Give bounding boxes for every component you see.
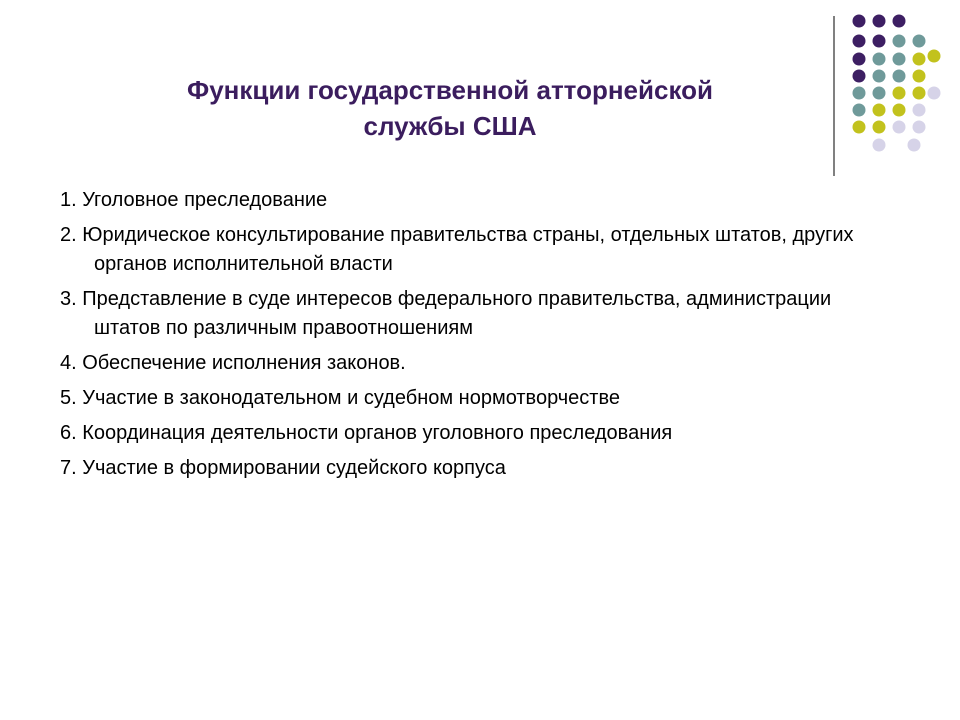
dot-grid-icon xyxy=(848,12,948,162)
decor-dot xyxy=(853,104,866,117)
decor-dot xyxy=(893,104,906,117)
decor-dot xyxy=(893,35,906,48)
list-item: 7. Участие в формировании судейского корпуса xyxy=(60,457,506,479)
decor-dot xyxy=(928,50,941,63)
list-item: 3. Представление в суде интересов федерального правительства, администрации штатов по различным правоотношениям xyxy=(60,288,832,339)
decor-dot xyxy=(908,139,921,152)
functions-list xyxy=(60,186,860,489)
decor-dot xyxy=(873,121,886,134)
list-item: 4. Обеспечение исполнения законов. xyxy=(60,352,406,374)
decor-dot xyxy=(893,53,906,66)
slide-title-line-1: Функции государственной атторнейской xyxy=(187,75,713,105)
decor-dot xyxy=(913,53,926,66)
list-item: 2. Юридическое консультирование правительства страны, отдельных штатов, других органов исполнительной власти xyxy=(60,224,854,275)
decor-dot xyxy=(913,70,926,83)
decor-dot xyxy=(853,70,866,83)
decor-dot xyxy=(928,87,941,100)
slide-title-line-2: службы США xyxy=(363,111,537,141)
decor-dot xyxy=(913,104,926,117)
decor-dot xyxy=(893,15,906,28)
list-item: 6. Координация деятельности органов уголовного преследования xyxy=(60,422,673,444)
decor-dot xyxy=(893,87,906,100)
decor-dot xyxy=(873,70,886,83)
list-item: 5. Участие в законодательном и судебном нормотворчестве xyxy=(60,387,620,409)
decor-dot xyxy=(873,53,886,66)
decor-dot xyxy=(873,15,886,28)
decor-dot xyxy=(853,121,866,134)
list-item: 1. Уголовное преследование xyxy=(60,189,328,211)
slide-title xyxy=(70,72,830,144)
decor-dot xyxy=(893,121,906,134)
decor-dot xyxy=(913,87,926,100)
decor-dot xyxy=(913,121,926,134)
decor-dot xyxy=(853,53,866,66)
decor-dot xyxy=(853,15,866,28)
decor-dot xyxy=(873,35,886,48)
decor-dot xyxy=(873,87,886,100)
decor-dot xyxy=(913,35,926,48)
vertical-divider xyxy=(833,16,835,176)
decor-dot xyxy=(873,139,886,152)
dot-grid-svg xyxy=(848,12,948,162)
decor-dot xyxy=(853,87,866,100)
decor-dot xyxy=(893,70,906,83)
decor-dot xyxy=(873,104,886,117)
decor-dot xyxy=(853,35,866,48)
